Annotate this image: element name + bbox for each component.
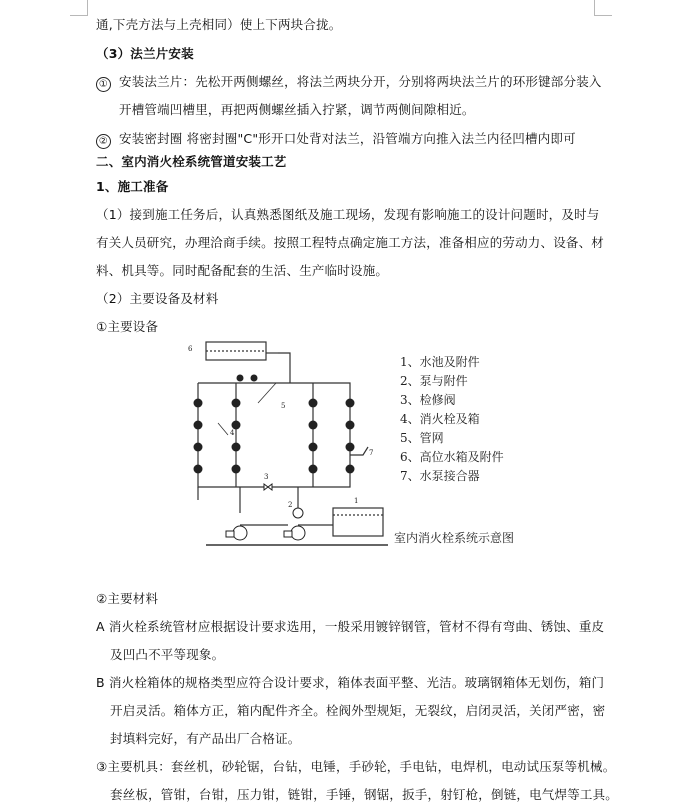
text-line: ①主要设备 [96,319,159,334]
gauge-icon [237,375,244,382]
legend-item: 7、水泵接合器 [400,469,480,483]
legend-item: 2、泵与附件 [400,374,468,388]
hydrant-icon [309,465,318,474]
list-item [96,73,602,92]
hydrant-icon [194,465,203,474]
marker-2: 2 [288,501,293,509]
hydrant-icon [232,465,241,474]
gauge-icon [251,375,258,382]
hydrant-icon [309,399,318,408]
pressure-gauge-icon [293,508,303,518]
hydrant-icon [232,443,241,452]
marker-1: 1 [354,497,359,505]
marker-5: 5 [281,402,286,410]
hydrant-icon [309,421,318,430]
text-line: B 消火栓箱体的规格类型应符合设计要求，箱体表面平整、光洁。玻璃钢箱体无划伤，箱门 [96,675,605,690]
hydrant-icon [309,443,318,452]
section-heading: （3）法兰片安装 [96,46,194,61]
marker-6: 6 [188,345,193,353]
text-line: 封填料完好，有产品出厂合格证。 [110,731,301,746]
legend-item: 1、水池及附件 [400,355,480,369]
pipe-network-loop [198,383,350,487]
text-line: ③主要机具：套丝机，砂轮锯，台钻，电锤，手砂轮，手电钻，电焊机，电动试压泵等机械。 [96,759,616,774]
text-line: 有关人员研究，办理洽商手续。按照工程特点确定施工方法，准备相应的劳动力、设备、材 [96,235,605,250]
hydrant-icon [346,443,355,452]
text-line: 料、机具等。同时配备配套的生活、生产临时设施。 [96,263,389,278]
subsection-heading: 1、施工准备 [96,179,169,194]
text-line: A 消火栓系统管材应根据设计要求选用，一般采用镀锌钢管，管材不得有弯曲、锈蚀、重皮 [96,619,605,634]
pump-icon [291,526,305,540]
hydrant-icon [346,399,355,408]
text-line: （2）主要设备及材料 [96,291,219,306]
list-item-text: 安装法兰片：先松开两侧螺丝，将法兰两块分开，分别将两块法兰片的环形键部分装入 [119,74,602,89]
hydrant-icon [194,421,203,430]
water-pool [333,508,383,536]
motor-icon [226,531,234,537]
text-line: 通,下壳方法与上壳相同）使上下两块合拢。 [96,17,342,32]
text-line: 开槽管端凹槽里，再把两侧螺丝插入拧紧，调节两侧间隙相近。 [119,102,475,117]
diagram-caption: 室内消火栓系统示意图 [394,531,515,545]
tank-riser-pipe [278,353,290,383]
text-line: 开启灵活。箱体方正，箱内配件齐全。栓阀外型规矩，无裂纹，启闭灵活，关闭严密，密 [110,703,606,718]
number-1-icon: ① [96,77,111,92]
hydrant-icon [194,399,203,408]
page-corner-mark-right-h [594,15,612,16]
motor-icon [284,531,292,537]
text-line: 套丝板，管钳，台钳，压力钳，链钳，手锤，钢锯，扳手，射钉枪，倒链，电气焊等工具。 [110,787,619,802]
hydrant-icon [194,443,203,452]
text-line: 及凹凸不平等现象。 [110,647,225,662]
number-2-icon: ② [96,134,111,149]
pump-icon [233,526,247,540]
section-heading: 二、室内消火栓系统管道安装工艺 [96,154,287,169]
page-corner-mark-left-h [70,15,88,16]
check-valve-icon [264,484,272,490]
legend-item: 6、高位水箱及附件 [400,450,504,464]
page-corner-mark-right-v [594,0,595,16]
marker-7: 7 [369,449,374,457]
legend-item: 4、消火栓及箱 [400,412,480,426]
text-line: （1）接到施工任务后，认真熟悉图纸及施工现场，发现有影响施工的设计问题时，及时与 [96,207,600,222]
page-corner-mark-left-v [87,0,88,16]
diagram-legend [400,354,504,483]
marker-4: 4 [230,429,235,437]
fire-hydrant-system-diagram [178,335,558,555]
list-item [96,130,576,149]
hydrant-icon [232,399,241,408]
text-line: ②主要材料 [96,591,159,606]
marker-3: 3 [264,473,269,481]
list-item-text: 安装密封圈 将密封圈"C"形开口处背对法兰，沿管端方向推入法兰内径凹槽内即可 [119,131,576,146]
hydrant-icon [346,421,355,430]
hydrant-icon [346,465,355,474]
legend-item: 5、管网 [400,431,444,445]
legend-item: 3、检修阀 [400,393,456,407]
